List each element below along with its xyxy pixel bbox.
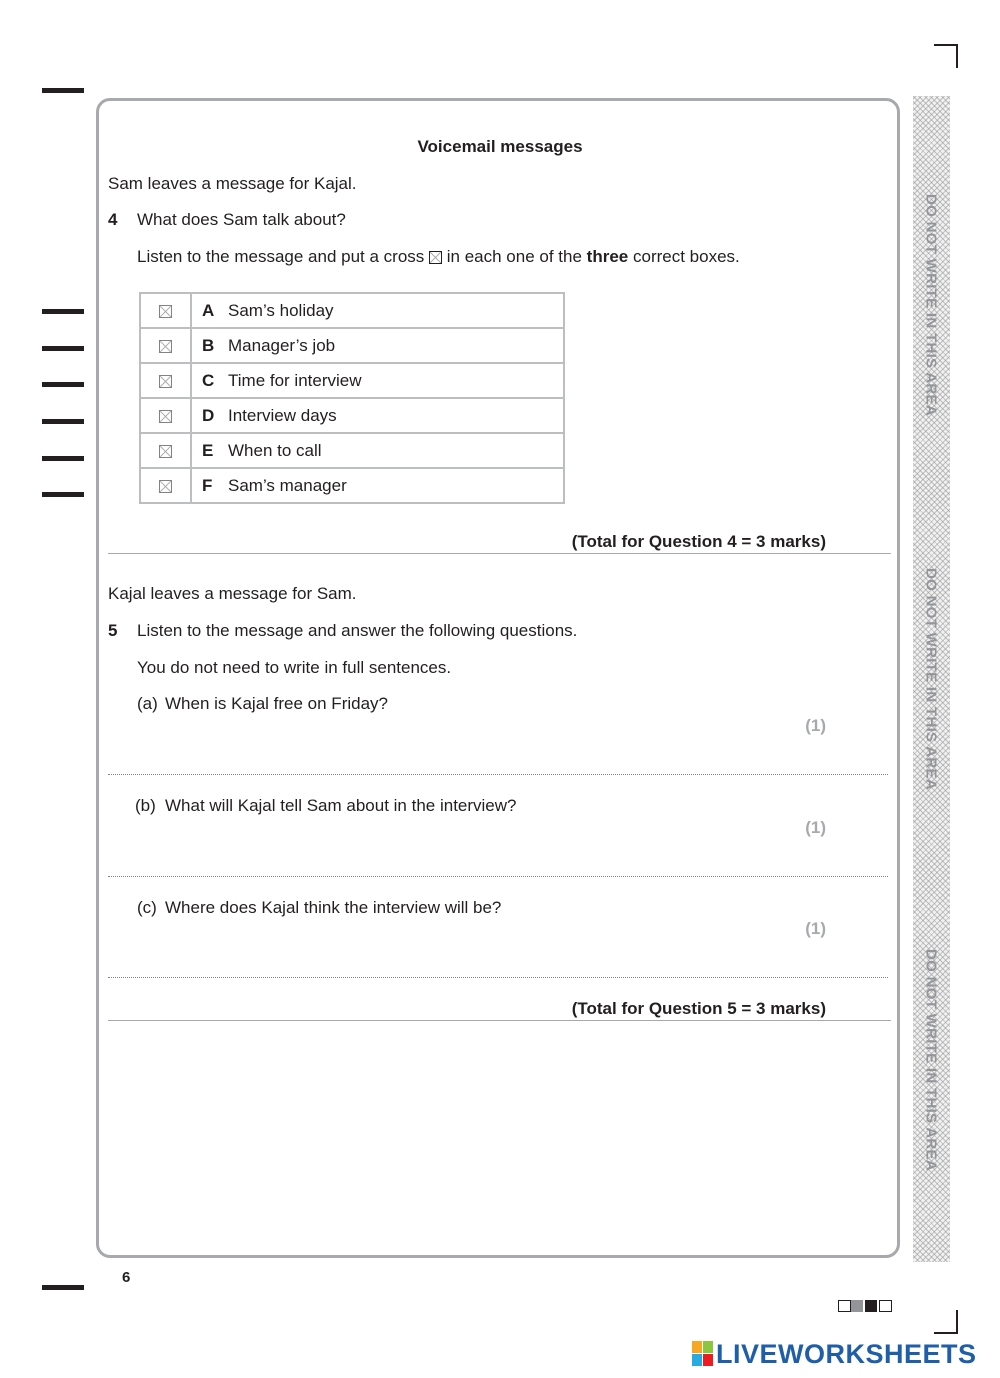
option-letter: D [202,405,215,425]
q5b-label: (b) [135,796,156,815]
q5-intro: Kajal leaves a message for Sam. [108,584,357,603]
answer-checkbox[interactable] [159,340,172,353]
crop-corner-bottom [934,1310,958,1334]
page-number: 6 [122,1269,131,1286]
registration-mark [42,346,84,351]
q5b-answer-line[interactable] [108,876,888,877]
option-row [140,293,564,328]
option-text: Interview days [228,405,337,425]
q4-intro: Sam leaves a message for Kajal. [108,174,357,193]
print-code-blocks [838,1300,892,1312]
q4-question: What does Sam talk about? [137,210,346,229]
q5c-answer-line[interactable] [108,977,888,978]
option-row [140,468,564,503]
registration-mark [42,309,84,314]
answer-checkbox[interactable] [159,445,172,458]
option-row [140,398,564,433]
registration-mark [42,419,84,424]
q4-number: 4 [108,210,118,229]
cross-box-icon [429,251,442,264]
q5a-question: When is Kajal free on Friday? [165,694,388,713]
option-row [140,433,564,468]
answer-checkbox[interactable] [159,305,172,318]
q5a-answer-line[interactable] [108,774,888,775]
option-letter: F [202,475,213,495]
liveworksheets-logo-icon [692,1341,714,1367]
registration-mark [42,1285,84,1290]
option-text: Sam’s manager [228,475,347,495]
option-row [140,363,564,398]
q5b-mark: (1) [805,818,826,837]
q5c-mark: (1) [805,919,826,938]
brand-name: LIVEWORKSHEETS [716,1339,977,1369]
divider [108,1020,891,1021]
option-text: Sam’s holiday [228,300,334,320]
q5-note: You do not need to write in full sentences. [137,658,452,677]
liveworksheets-logo [692,1339,992,1369]
question-frame [96,98,900,1258]
option-text: When to call [228,440,322,460]
option-text: Time for interview [228,370,362,390]
answer-checkbox[interactable] [159,480,172,493]
option-letter: C [202,370,215,390]
q5a-mark: (1) [805,716,826,735]
registration-mark [42,382,84,387]
q5-total: (Total for Question 5 = 3 marks) [571,999,826,1018]
section-title: Voicemail messages [417,137,583,156]
q5-question: Listen to the message and answer the following questions. [137,621,578,640]
divider [108,553,891,554]
q5b-question: What will Kajal tell Sam about in the interview? [165,796,517,815]
q5-number: 5 [108,621,118,640]
answer-checkbox[interactable] [159,410,172,423]
crop-corner-top [934,44,958,68]
q5a-label: (a) [137,694,158,713]
option-letter: E [202,440,214,460]
registration-mark [42,492,84,497]
registration-mark [42,456,84,461]
answer-checkbox[interactable] [159,375,172,388]
registration-mark [42,88,84,93]
option-letter: A [202,300,215,320]
option-row [140,328,564,363]
q4-instruction: Listen to the message and put a cross in each one of the three correct boxes. [137,247,740,266]
q4-total: (Total for Question 4 = 3 marks) [571,532,826,551]
option-letter: B [202,335,215,355]
q5c-question: Where does Kajal think the interview will be? [165,898,502,917]
q5c-label: (c) [137,898,157,917]
option-text: Manager’s job [228,335,336,355]
answer-options-table [139,292,565,504]
